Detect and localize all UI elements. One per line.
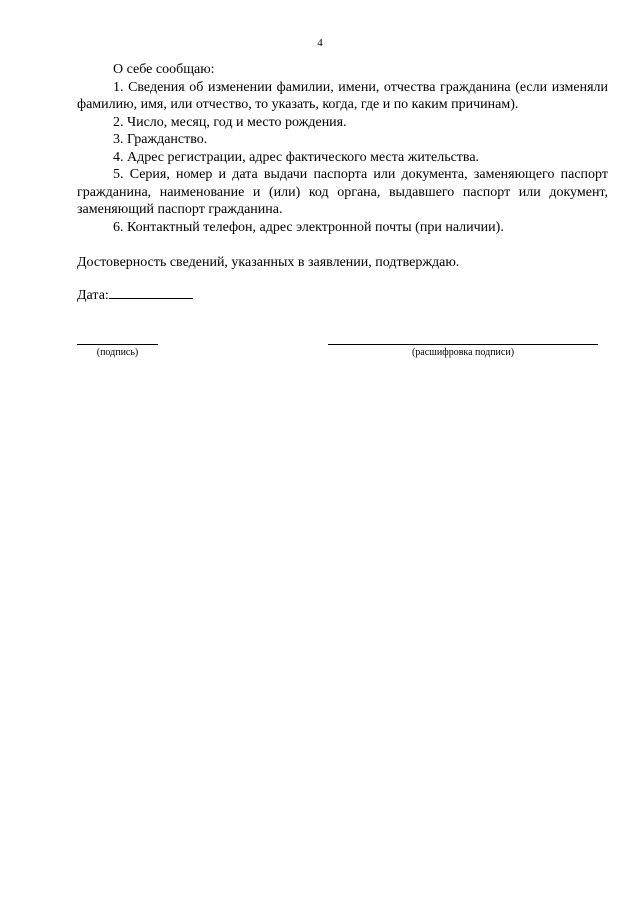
list-item: 5. Серия, номер и дата выдачи паспорта или документа, заменяющего паспорт гражданина, наименование и (или) код органа, выдавшего паспорт или документ, заменяющий паспорт гражданина.: [77, 167, 608, 217]
list-item: 4. Адрес регистрации, адрес фактического места жительства.: [113, 149, 480, 165]
list-item: 1. Сведения об изменении фамилии, имени, отчества гражданина (если изменяли фамилию, имя, или отчество, то указать, когда, где и по каким причинам).: [77, 79, 608, 112]
signature-decode-caption: (расшифровка подписи): [411, 347, 515, 358]
date-blank-line: [109, 284, 193, 299]
date-label: Дата:: [77, 287, 109, 303]
date-field: [77, 284, 608, 305]
page-number: 4: [317, 37, 323, 49]
list-item: 2. Число, месяц, год и место рождения.: [113, 114, 347, 130]
confirmation-text: Достоверность сведений, указанных в заявлении, подтверждаю.: [77, 255, 460, 270]
list-item: 6. Контактный телефон, адрес электронной почты (при наличии).: [113, 219, 504, 235]
signature-caption: (подпись): [96, 347, 139, 358]
list-item: 3. Гражданство.: [113, 132, 208, 147]
signature-decode-line: [328, 344, 598, 345]
signature-line: [77, 344, 158, 345]
document-body: [77, 61, 608, 304]
intro-text: О себе сообщаю:: [113, 62, 215, 77]
